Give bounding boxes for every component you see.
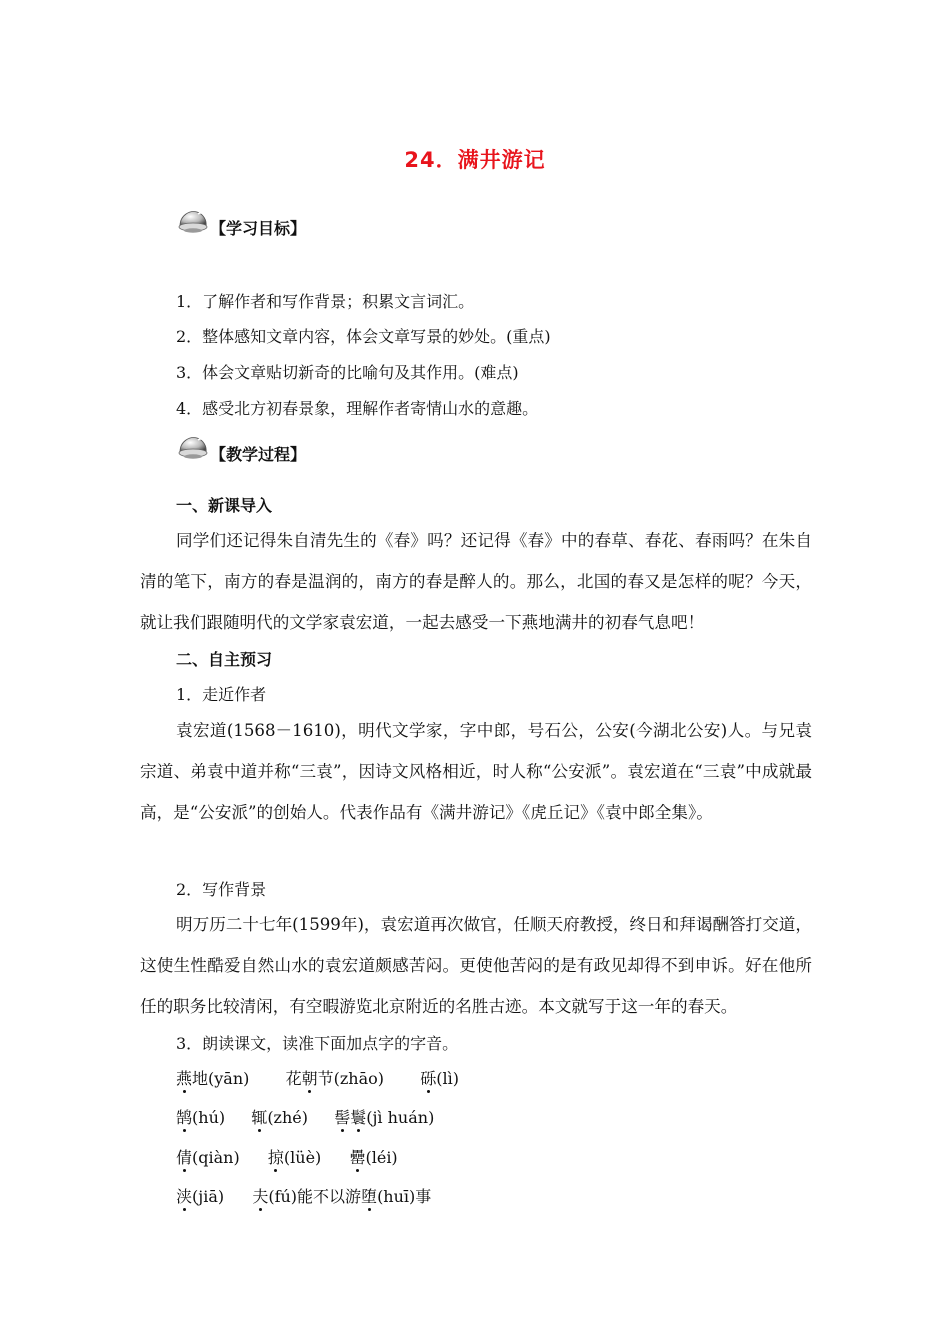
dotted-char: 夫: [252, 1187, 269, 1206]
dotted-char: 砾: [420, 1069, 437, 1088]
pronunciation-text: 节(zhāo): [317, 1069, 385, 1088]
pronunciation-text: (léi): [365, 1148, 398, 1167]
subheading-background: 2．写作背景: [176, 880, 267, 899]
dotted-char: 倩: [176, 1148, 193, 1167]
dotted-char: 浃: [176, 1187, 193, 1206]
pronunciation-text: (huī)事: [377, 1187, 432, 1206]
pronunciation-text: (hú): [192, 1108, 226, 1127]
goal-item-2: 2．整体感知文章内容，体会文章写景的妙处。(重点): [176, 327, 551, 346]
subheading-pronunciation: 3．朗读课文，读准下面加点字的字音。: [176, 1034, 459, 1053]
section-label: 【教学过程】: [210, 445, 307, 464]
subheading-author: 1．走近作者: [176, 685, 267, 704]
heading-new-lesson-intro: 一、新课导入: [176, 496, 273, 515]
pronunciation-text: (jì huán): [366, 1108, 435, 1127]
dotted-char: 掠: [267, 1148, 284, 1167]
background-paragraph: 明万历二十七年(1599年)，袁宏道再次做官，任顺天府教授，终日和拜谒酬答打交道，这使生性酷爱自然山水的袁宏道颇感苦闷。更使他苦闷的是有政见却得不到申诉。好在他所任的职务比较清闲，有空暇游览北京附近的名胜古迹。本文就写于这一年的春天。: [140, 915, 812, 1016]
goal-item-4: 4．感受北方初春景象，理解作者寄情山水的意趣。: [176, 399, 539, 418]
pronunciation-row-4: [176, 1187, 431, 1207]
section-label: 【学习目标】: [210, 219, 307, 238]
dotted-char: 鬟: [350, 1108, 367, 1127]
dotted-char: 鹄: [176, 1108, 193, 1127]
pronunciation-row-2: [176, 1108, 434, 1128]
pronunciation-text: (fú)能不以游: [268, 1187, 362, 1206]
bell-icon: [176, 206, 212, 236]
heading-self-preview: 二、自主预习: [176, 650, 273, 669]
pronunciation-text: 地(yān): [192, 1069, 250, 1088]
author-paragraph: 袁宏道(1568－1610)，明代文学家，字中郎，号石公，公安(今湖北公安)人。与兄袁宗道、弟袁中道并称“三袁”，因诗文风格相近，时人称“公安派”。袁宏道在“三袁”中成就最高，是“公安派”的创始人。代表作品有《满井游记》《虎丘记》《袁中郎全集》。: [140, 721, 812, 822]
dotted-char: 罍: [349, 1148, 366, 1167]
pronunciation-text: (jiā): [192, 1187, 225, 1206]
pronunciation-text: (lì): [436, 1069, 459, 1088]
bell-icon: [176, 432, 212, 462]
dotted-char: 朝: [301, 1069, 318, 1088]
goal-item-1: 1．了解作者和写作背景；积累文言词汇。: [176, 292, 475, 311]
dotted-char: 燕: [176, 1069, 193, 1088]
page-title: 24．满井游记: [404, 148, 546, 172]
pronunciation-text: (lüè): [283, 1148, 322, 1167]
dotted-char: 堕: [361, 1187, 378, 1206]
pronunciation-text: (qiàn): [192, 1148, 240, 1167]
pronunciation-row-1: [176, 1069, 459, 1089]
goal-item-3: 3．体会文章贴切新奇的比喻句及其作用。(难点): [176, 363, 519, 382]
dotted-char: 髻: [334, 1108, 351, 1127]
dotted-char: 辄: [251, 1108, 268, 1127]
pronunciation-text: 花: [285, 1069, 302, 1088]
pronunciation-row-3: [176, 1148, 398, 1168]
pronunciation-text: (zhé): [267, 1108, 308, 1127]
intro-paragraph: 同学们还记得朱自清先生的《春》吗？还记得《春》中的春草、春花、春雨吗？在朱自清的笔下，南方的春是温润的，南方的春是醉人的。那么，北国的春又是怎样的呢？今天，就让我们跟随明代的文学家袁宏道，一起去感受一下燕地满井的初春气息吧！: [140, 531, 812, 632]
